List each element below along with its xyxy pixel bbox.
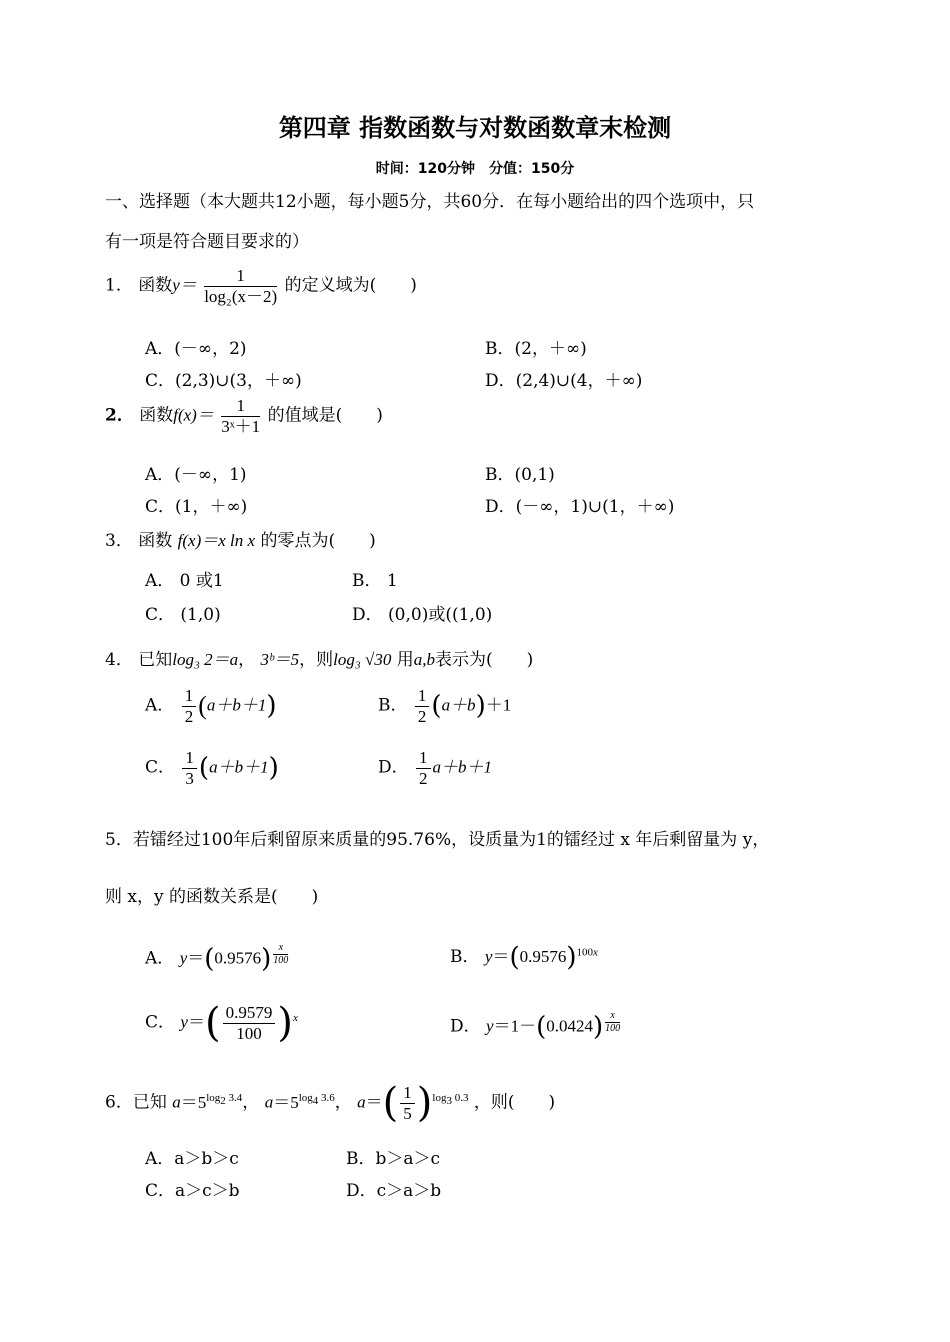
option-label: B．: [450, 947, 480, 967]
fraction-one-half: $\frac{1}{2}$: [182, 686, 197, 726]
section-heading-line2: 有一项是符合题目要求的）: [105, 232, 309, 252]
fraction-one-half: $\frac{1}{2}$: [415, 686, 430, 726]
option-label: A．: [145, 695, 175, 716]
option-d[interactable]: D． (0,0)或((1,0): [352, 605, 493, 625]
page-title: 第四章 指数函数与对数函数章末检测: [278, 114, 672, 142]
fraction: [221, 396, 260, 436]
option-c[interactable]: C．(1，＋∞): [145, 497, 248, 517]
exam-info: 时间：120分钟 分值：150分: [375, 161, 575, 177]
question-number: 1．: [105, 275, 133, 296]
question-text: 函数: [138, 275, 173, 296]
math-expr: log₃ √30: [333, 650, 392, 669]
question-2: [105, 396, 383, 436]
option-label: A．: [145, 948, 175, 969]
fraction-one-third: $\frac{1}{3}$: [182, 748, 197, 788]
question-1: [105, 266, 417, 306]
option-a[interactable]: A．(－∞，2): [145, 339, 247, 359]
option-a[interactable]: A． 0 或1: [145, 571, 224, 591]
question-5-line1: [105, 825, 769, 850]
section-heading-line1: 一、选择题（本大题共12小题，每小题5分，共60分．在每小题给出的四个选项中，只: [105, 192, 755, 212]
option-d[interactable]: D． y＝1－(0.0424) $^{\frac{x}{100}}$: [450, 1010, 621, 1043]
option-a[interactable]: A．(－∞，1): [145, 465, 247, 485]
option-b[interactable]: B．(2，＋∞): [485, 339, 587, 359]
math-expr: f(x)＝x ln x: [177, 531, 256, 550]
fraction: [204, 266, 277, 306]
question-text: 的值域是( ): [267, 405, 383, 426]
option-b[interactable]: B．b＞a＞c: [346, 1149, 441, 1169]
math-expr: a,b: [413, 650, 435, 669]
option-b[interactable]: B． 1: [352, 571, 398, 591]
option-label: C．: [145, 1012, 176, 1033]
question-6: 6．已知 $a=5^{log_2 3.4}$， $a=5^{log_4 3.6}$， a＝( $\frac{1}{5}$ )$^{log_3 0.3}$ ，则( ): [105, 1080, 556, 1126]
option-a[interactable]: A． y＝(0.9576) $^{\frac{x}{100}}$: [145, 942, 289, 975]
question-text: 已知: [138, 650, 173, 670]
option-d[interactable]: D．(－∞，1)∪(1，＋∞): [485, 497, 675, 517]
math-expr: y＝: [172, 275, 197, 295]
math-expr: 3ᵇ＝5: [260, 650, 300, 669]
option-a[interactable]: A．a＞b＞c: [145, 1149, 239, 1169]
question-text: 已知: [132, 1092, 167, 1113]
numerator: 1: [221, 396, 260, 417]
question-4: 4． 已知log₃ 2＝a， 3ᵇ＝5，则log₃ √30 用a,b表示为( ): [105, 650, 534, 670]
option-c[interactable]: C． (1,0): [145, 605, 221, 625]
question-text: 用: [396, 650, 414, 670]
option-label: D．: [378, 757, 409, 778]
option-b[interactable]: B． $y=(0.9576)^{100x}$: [450, 942, 598, 973]
question-text: ，则: [299, 650, 334, 670]
question-text: 函数: [138, 531, 173, 551]
question-text: 的零点为( ): [260, 531, 376, 551]
option-label: B．: [378, 695, 408, 716]
option-c[interactable]: C． $\frac{1}{3}$ (a＋b＋1): [145, 748, 279, 788]
question-number: 6．: [105, 1092, 133, 1113]
numerator: 1: [204, 266, 277, 287]
question-text: ，则( ): [473, 1092, 556, 1113]
option-c[interactable]: C． y＝( $\frac{0.9579}{100}$ )$^x$: [145, 1000, 298, 1046]
option-c[interactable]: C．a＞c＞b: [145, 1181, 240, 1201]
option-label: D．: [450, 1016, 481, 1037]
question-text: 函数: [139, 405, 174, 426]
option-a[interactable]: A． $\frac{1}{2}$ (a＋b＋1): [145, 686, 277, 726]
option-c[interactable]: C．(2,3)∪(3，＋∞): [145, 371, 302, 391]
option-d[interactable]: D． $\frac{1}{2}$ a＋b＋1: [378, 748, 493, 788]
math-expr: log₃ 2＝a: [172, 650, 239, 669]
option-b[interactable]: B． $\frac{1}{2}$ (a＋b)＋1: [378, 686, 512, 726]
option-label: C．: [145, 757, 176, 778]
question-number: 4．: [105, 650, 133, 670]
question-text: 的定义域为( ): [284, 275, 417, 296]
option-d[interactable]: D．(2,4)∪(4，＋∞): [485, 371, 643, 391]
question-number: 2．: [105, 405, 134, 426]
question-number: 3．: [105, 531, 133, 551]
option-d[interactable]: D．c＞a＞b: [346, 1181, 442, 1201]
question-text: 表示为( ): [434, 650, 534, 670]
denominator: 3ˣ＋1: [221, 416, 261, 436]
fraction-one-half: $\frac{1}{2}$: [416, 748, 431, 788]
math-expr: f(x)＝: [173, 405, 214, 425]
option-b[interactable]: B．(0,1): [485, 465, 555, 485]
question-5-line2: 则 x，y 的函数关系是( ): [105, 887, 319, 907]
denominator: log₂(x－2): [204, 286, 278, 306]
question-text: 若镭经过100年后剩留原来质量的95.76%，设质量为1的镭经过 x 年后剩留量为 y，: [132, 830, 770, 850]
question-number: 5．: [105, 830, 133, 850]
question-3: [105, 526, 376, 551]
